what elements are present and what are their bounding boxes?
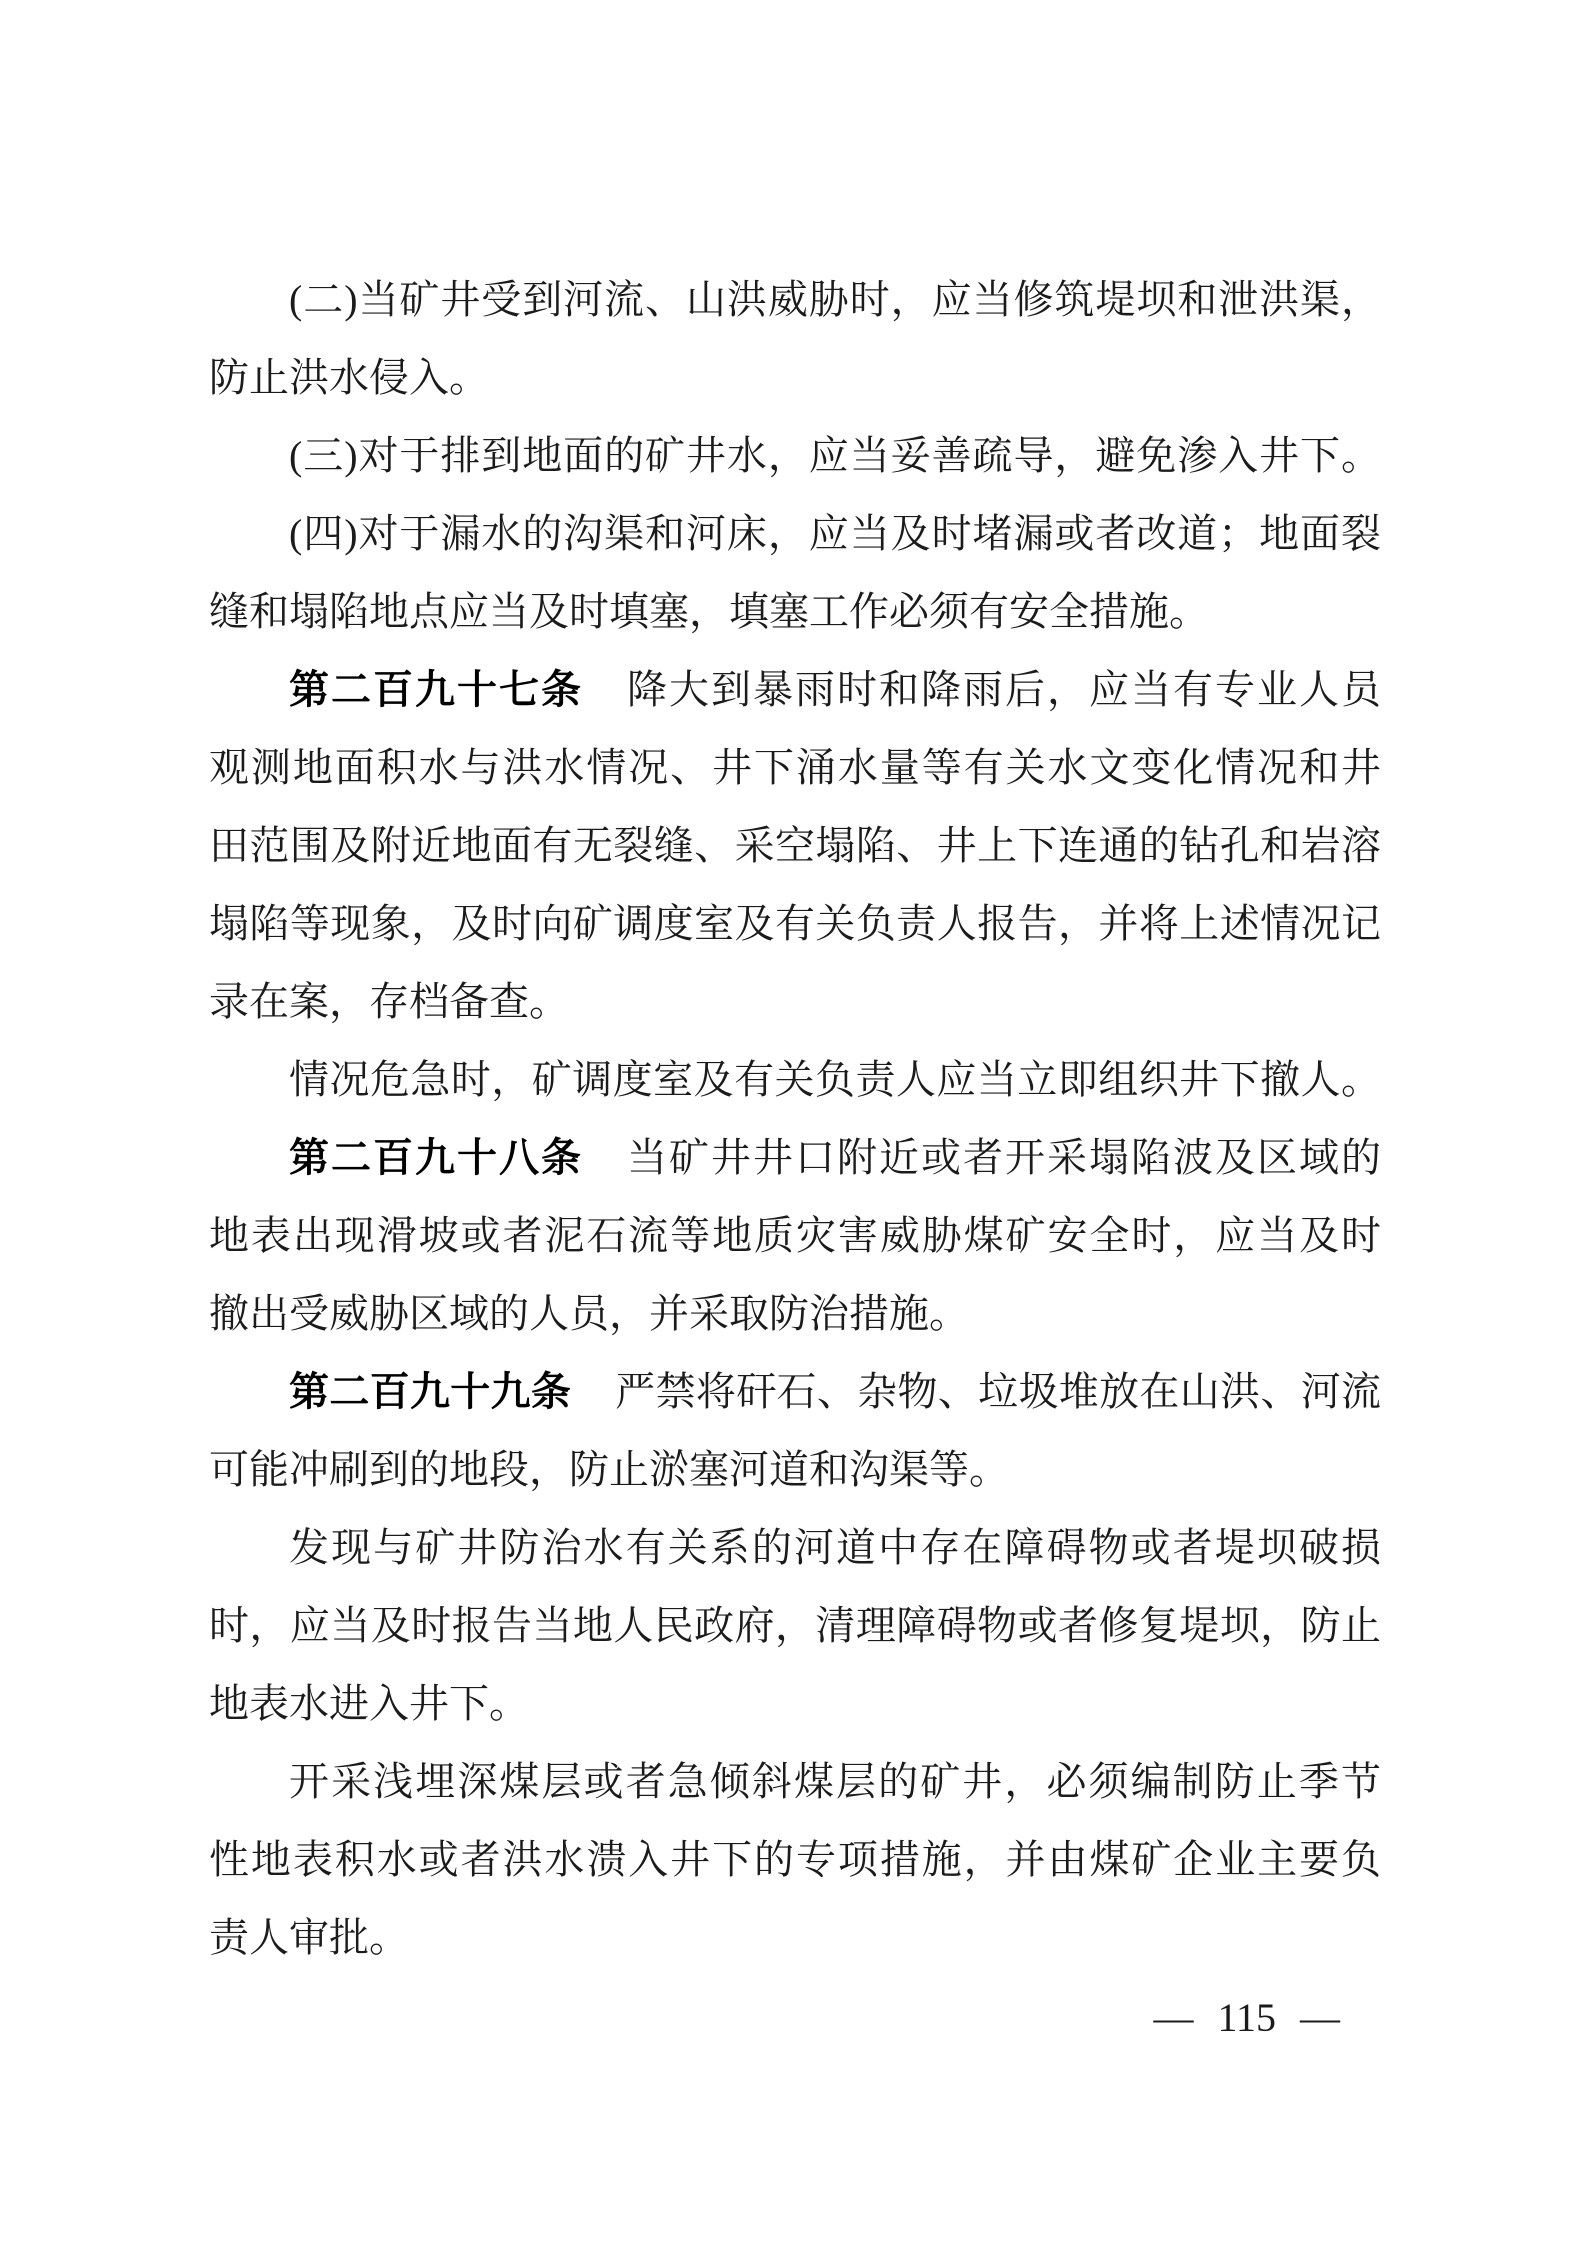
- text-line: (四)对于漏水的沟渠和河床，应当及时堵漏或者改道；地面裂: [289, 511, 1381, 556]
- paragraph-article-299: [209, 1353, 1381, 1509]
- paragraph: [209, 1509, 1381, 1743]
- article-number: 第二百九十七条: [289, 668, 583, 712]
- document-body: [209, 261, 1381, 1977]
- text-line: (三)对于排到地面的矿井水，应当妥善疏导，避免渗入井下。: [289, 433, 1381, 478]
- text-line: 撤出受威胁区域的人员，并采取防治措施。: [209, 1291, 969, 1336]
- footer-dash-right: —: [1300, 1995, 1340, 2040]
- footer-dash-left: —: [1153, 1995, 1194, 2040]
- article-number: 第二百九十九条: [289, 1370, 572, 1414]
- paragraph-article-297: [209, 651, 1381, 1041]
- paragraph-article-298: [209, 1119, 1381, 1353]
- text-line: 地表出现滑坡或者泥石流等地质灾害威胁煤矿安全时，应当及时: [209, 1213, 1381, 1258]
- article-number: 第二百九十八条: [289, 1136, 583, 1180]
- text-line: 开采浅埋深煤层或者急倾斜煤层的矿井，必须编制防止季节: [289, 1759, 1381, 1804]
- text-line: 防止洪水侵入。: [209, 355, 489, 400]
- text-line: 时，应当及时报告当地人民政府，清理障碍物或者修复堤坝，防止: [209, 1603, 1381, 1648]
- text-line: 责人审批。: [209, 1915, 409, 1960]
- text-line: 发现与矿井防治水有关系的河道中存在障碍物或者堤坝破损: [289, 1525, 1381, 1570]
- article-lead-text: 严禁将矸石、杂物、垃圾堆放在山洪、河流: [615, 1369, 1382, 1414]
- text-line: 缝和塌陷地点应当及时填塞，填塞工作必须有安全措施。: [209, 589, 1209, 634]
- text-line: 观测地面积水与洪水情况、井下涌水量等有关水文变化情况和井: [209, 745, 1381, 790]
- article-lead-text: 降大到暴雨时和降雨后，应当有专业人员: [627, 667, 1381, 712]
- paragraph: [209, 1743, 1381, 1977]
- text-line: 可能冲刷到的地段，防止淤塞河道和沟渠等。: [209, 1447, 1009, 1492]
- text-line: 田范围及附近地面有无裂缝、采空塌陷、井上下连通的钻孔和岩溶: [209, 823, 1381, 868]
- page-number: 115: [1217, 1995, 1276, 2040]
- text-line: 地表水进入井下。: [209, 1681, 529, 1726]
- text-line: [209, 651, 1381, 729]
- text-line: 性地表积水或者洪水溃入井下的专项措施，并由煤矿企业主要负: [209, 1837, 1381, 1882]
- paragraph: [209, 417, 1381, 495]
- paragraph: [209, 495, 1381, 651]
- text-line: 塌陷等现象，及时向矿调度室及有关负责人报告，并将上述情况记: [209, 901, 1381, 946]
- text-line: [209, 1353, 1381, 1431]
- paragraph: [209, 261, 1381, 417]
- text-line: 录在案，存档备查。: [209, 979, 569, 1024]
- paragraph: [209, 1041, 1381, 1119]
- text-line: (二)当矿井受到河流、山洪威胁时，应当修筑堤坝和泄洪渠，: [289, 277, 1381, 322]
- text-line: [209, 1119, 1381, 1197]
- text-line: 情况危急时，矿调度室及有关负责人应当立即组织井下撤人。: [289, 1057, 1381, 1102]
- page-footer: [1153, 1994, 1340, 2041]
- article-lead-text: 当矿井井口附近或者开采塌陷波及区域的: [627, 1135, 1381, 1180]
